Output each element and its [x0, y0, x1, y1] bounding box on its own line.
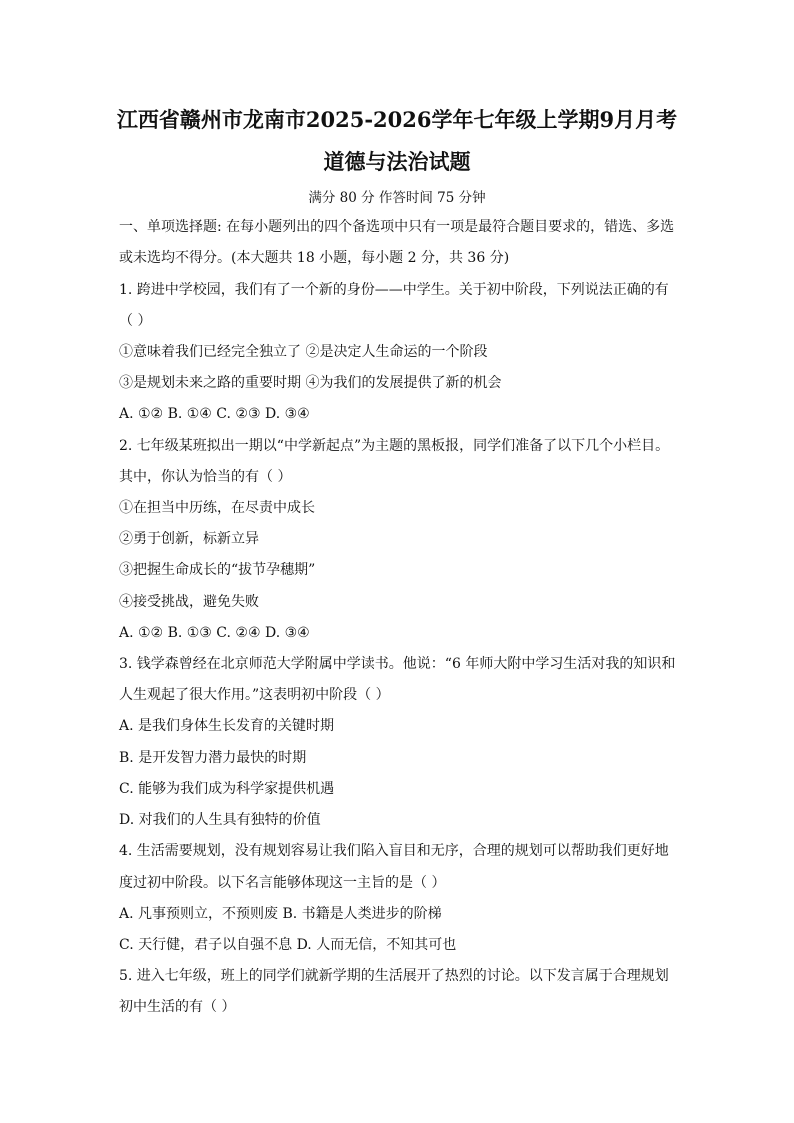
q3-stem-line1: 3. 钱学森曾经在北京师范大学附属中学读书。他说：“6 年师大附中学习生活对我的知识和 — [119, 656, 676, 672]
section-instructions-line2: 或未选均不得分。(本大题共 18 小题，每小题 2 分，共 36 分) — [119, 250, 510, 266]
q4-stem-line2: 度过初中阶段。以下名言能够体现这一主旨的是（ ） — [119, 875, 446, 891]
q1-items-line1: ①意味着我们已经完全独立了 ②是决定人生命运的一个阶段 — [119, 344, 488, 360]
q1-options: A. ①② B. ①④ C. ②③ D. ③④ — [119, 406, 310, 422]
exam-title-line1: 江西省赣州市龙南市2025-2026学年七年级上学期9月月考 — [116, 107, 678, 132]
q2-item2: ②勇于创新，标新立异 — [119, 531, 259, 547]
q2-stem-line1: 2. 七年级某班拟出一期以“中学新起点”为主题的黑板报，同学们准备了以下几个小栏目。 — [119, 438, 670, 454]
exam-title-line2: 道德与法治试题 — [323, 149, 471, 174]
q1-stem-line1: 1. 跨进中学校园，我们有了一个新的身份——中学生。关于初中阶段，下列说法正确的有 — [119, 282, 669, 298]
q4-stem-line1: 4. 生活需要规划，没有规划容易让我们陷入盲目和无序，合理的规划可以帮助我们更好地 — [119, 843, 669, 859]
q2-item1: ①在担当中历练，在尽责中成长 — [119, 500, 315, 516]
q4-options-line1: A. 凡事预则立，不预则废 B. 书籍是人类进步的阶梯 — [119, 906, 442, 922]
q4-options-line2: C. 天行健，君子以自强不息 D. 人而无信，不知其可也 — [119, 937, 457, 953]
q2-item3: ③把握生命成长的“拔节孕穗期” — [119, 562, 316, 578]
exam-subtitle: 满分 80 分 作答时间 75 分钟 — [308, 190, 486, 206]
q1-items-line2: ③是规划未来之路的重要时期 ④为我们的发展提供了新的机会 — [119, 375, 502, 391]
q1-stem-line2: （ ） — [119, 313, 152, 329]
q3-option-c: C. 能够为我们成为科学家提供机遇 — [119, 781, 335, 797]
q3-stem-line2: 人生观起了很大作用。”这表明初中阶段（ ） — [119, 687, 390, 703]
q2-item4: ④接受挑战，避免失败 — [119, 594, 259, 610]
q5-stem-line1: 5. 进入七年级，班上的同学们就新学期的生活展开了热烈的讨论。以下发言属于合理规划 — [119, 968, 669, 984]
section-instructions-line1: 一、单项选择题: 在每小题列出的四个备选项中只有一项是最符合题目要求的，错选、多选 — [119, 219, 675, 235]
q3-option-b: B. 是开发智力潜力最快的时期 — [119, 750, 307, 766]
q3-option-a: A. 是我们身体生长发育的关键时期 — [119, 718, 335, 734]
q2-stem-line2: 其中，你认为恰当的有（ ） — [119, 469, 292, 485]
q5-stem-line2: 初中生活的有（ ） — [119, 999, 236, 1015]
q3-option-d: D. 对我们的人生具有独特的价值 — [119, 812, 321, 828]
q2-options: A. ①② B. ①③ C. ②④ D. ③④ — [119, 625, 310, 641]
